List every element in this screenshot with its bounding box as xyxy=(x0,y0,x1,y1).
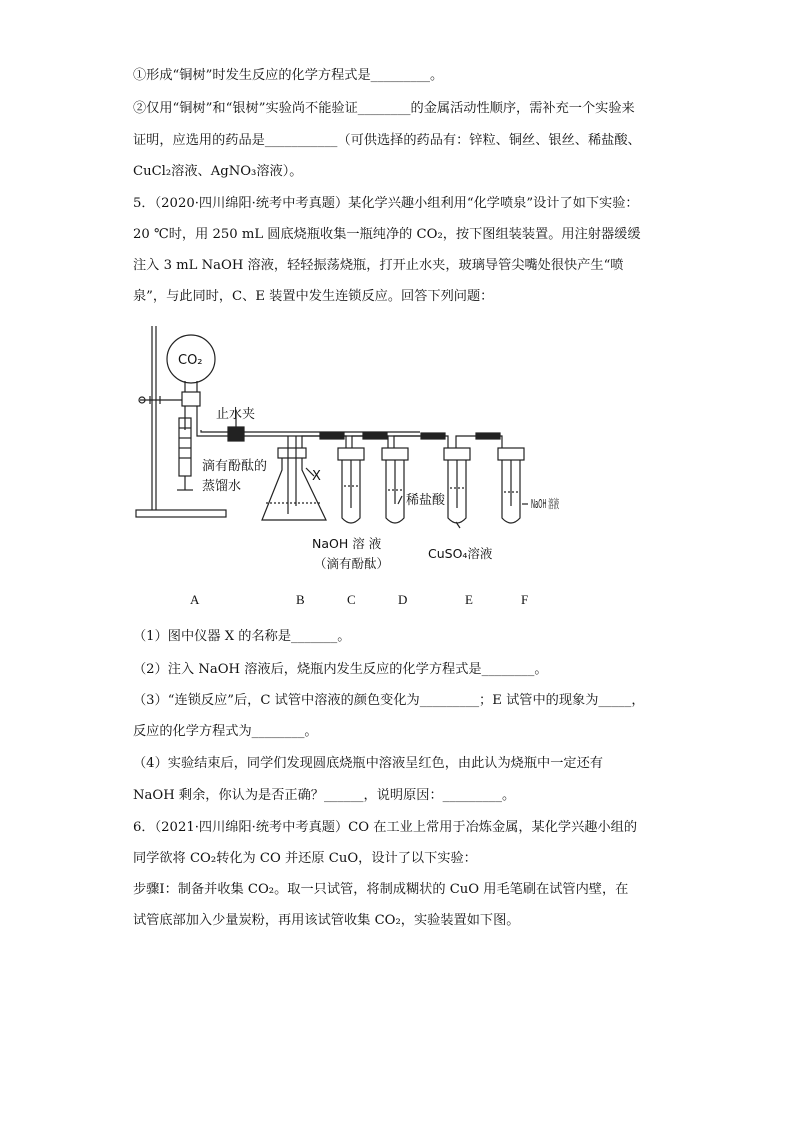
cuso4-e-label: CuSO₄溶液 xyxy=(428,546,493,561)
apparatus-letters xyxy=(0,592,794,612)
co2-label: CO₂ xyxy=(178,353,203,368)
x-label: X xyxy=(312,469,321,484)
naoh-c-label-1: NaOH 溶 液 xyxy=(312,536,382,551)
question-4-part1: ①形成“铜树”时发生反应的化学方程式是_________。 xyxy=(133,68,444,83)
question-6-stem-2: 同学欲将 CO₂转化为 CO 并还原 CuO，设计了以下实验： xyxy=(133,851,477,866)
question-6-step1: 步骤Ⅰ：制备并收集 CO₂。取一只试管，将制成糊状的 CuO 用毛笔刷在试管内壁，在 xyxy=(133,882,629,897)
question-5-stem: 5．（2020·四川绵阳·统考中考真题）某化学兴趣小组利用“化学喷泉”设计了如下实验： xyxy=(133,196,639,211)
letter-c: C xyxy=(347,592,356,607)
letter-e: E xyxy=(465,592,473,607)
clamp-label: 止水夹 xyxy=(216,407,256,422)
conical-flask-label-1: 滴有酚酞的 xyxy=(202,459,268,474)
conical-flask-label-2: 蒸馏水 xyxy=(202,479,242,494)
question-6-step1-cont: 试管底部加入少量炭粉，再用该试管收集 CO₂，实验装置如下图。 xyxy=(133,913,520,928)
question-4-part2-end: CuCl₂溶液、AgNO₃溶液）。 xyxy=(133,164,303,179)
question-4-part2: ②仅用“铜树”和“银树”实验尚不能验证________的金属活动性顺序，需补充一个实验来 xyxy=(133,101,635,116)
question-4-part2-cont: 证明，应选用的药品是___________（可供选择的药品有：锌粒、铜丝、银丝、稀盐酸、 xyxy=(133,133,641,148)
sub-question-4-cont: NaOH 剩余，你认为是否正确？______，说明原因：_________。 xyxy=(133,788,516,803)
sub-question-4: （4）实验结束后，同学们发现圆底烧瓶中溶液呈红色，由此认为烧瓶中一定还有 xyxy=(133,756,603,771)
question-5-stem-4: 泉”，与此同时，C、E 装置中发生连锁反应。回答下列问题： xyxy=(133,289,494,304)
hcl-d-label: 稀盐酸 xyxy=(406,493,446,508)
letter-a: A xyxy=(190,592,200,607)
sub-question-3: （3）“连锁反应”后，C 试管中溶液的颜色变化为_________；E 试管中的现象为_____， xyxy=(133,693,645,708)
sub-question-1: （1）图中仪器 X 的名称是_______。 xyxy=(133,629,351,644)
sub-question-3-cont: 反应的化学方程式为________。 xyxy=(133,724,318,739)
letter-b: B xyxy=(296,592,305,607)
letter-f: F xyxy=(521,592,529,607)
naoh-f-label: NaOH 溶液 xyxy=(531,497,594,511)
sub-question-2: （2）注入 NaOH 溶液后，烧瓶内发生反应的化学方程式是________。 xyxy=(133,662,548,677)
letter-d: D xyxy=(398,592,408,607)
question-5-stem-3: 注入 3 mL NaOH 溶液，轻轻振荡烧瓶，打开止水夹，玻璃导管尖嘴处很快产生“喷 xyxy=(133,258,624,273)
question-6-stem: 6．（2021·四川绵阳·统考中考真题）CO 在工业上常用于冶炼金属，某化学兴趣小组的 xyxy=(133,820,638,835)
question-5-stem-2: 20 ℃时，用 250 mL 圆底烧瓶收集一瓶纯净的 CO₂，按下图组装装置。用注射器缓缓 xyxy=(133,227,641,242)
naoh-c-label-2: （滴有酚酞） xyxy=(314,556,390,571)
apparatus-diagram xyxy=(130,318,594,583)
